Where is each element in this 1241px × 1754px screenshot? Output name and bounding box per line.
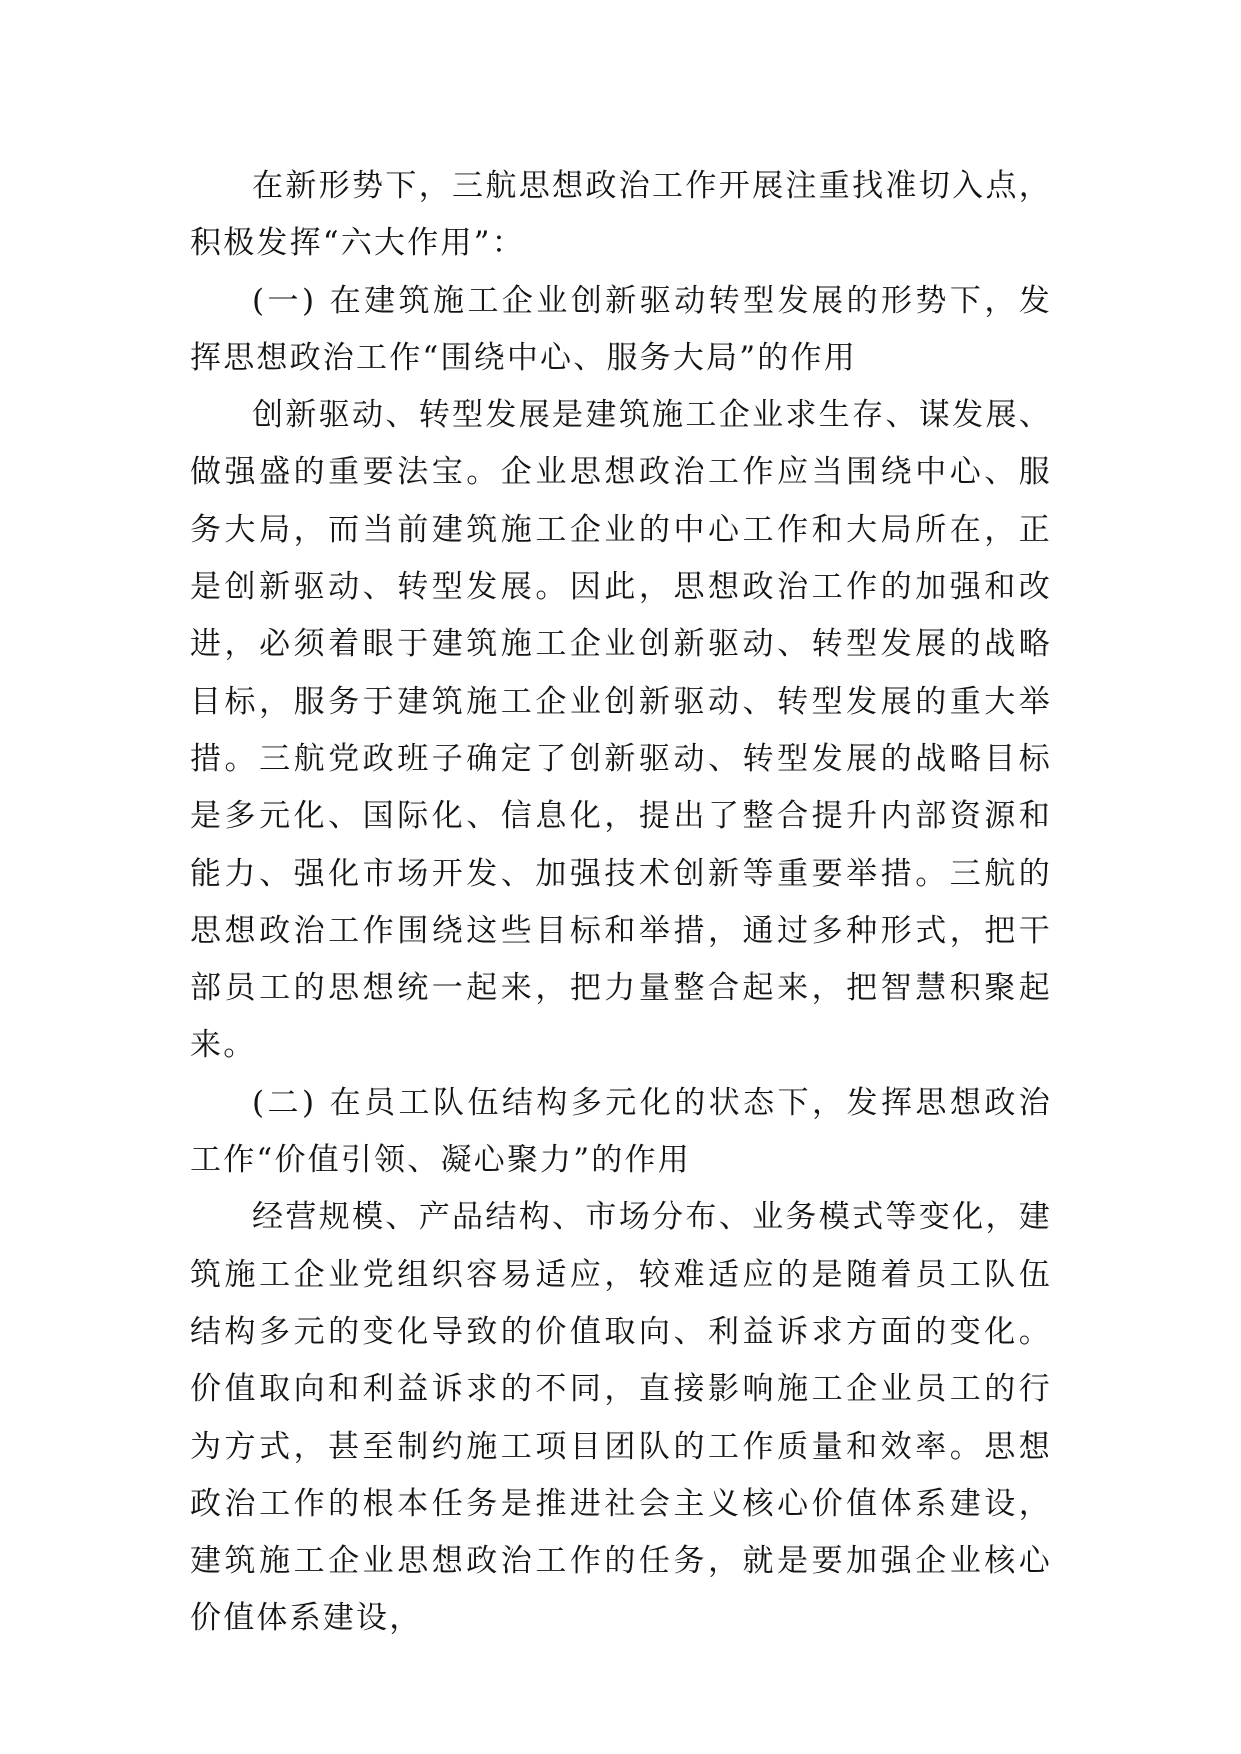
section-heading-1: (一) 在建筑施工企业创新驱动转型发展的形势下，发挥思想政治工作“围绕中心、服务大局”的作用 [190,282,1052,376]
section-heading-2: (二) 在员工队伍结构多元化的状态下，发挥思想政治工作“价值引领、凝心聚力”的作用 [190,1084,1052,1179]
document-body [190,158,1052,1648]
section-1-paragraph: 创新驱动、转型发展是建筑施工企业求生存、谋发展、做强盛的重要法宝。企业思想政治工作应当围绕中心、服务大局，而当前建筑施工企业的中心工作和大局所在，正是创新驱动、转型发展。因此，思想政治工作的加强和改进，必须着眼于建筑施工企业创新驱动、转型发展的战略目标，服务于建筑施工企业创新驱动、转型发展的重大举措。三航党政班子确定了创新驱动、转型发展的战略目标是多元化、国际化、信息化，提出了整合提升内部资源和能力、强化市场开发、加强技术创新等重要举措。三航的思想政治工作围绕这些目标和举措，通过多种形式，把干部员工的思想统一起来，把力量整合起来，把智慧积聚起来。 [190,397,1052,1064]
intro-paragraph: 在新形势下，三航思想政治工作开展注重找准切入点，积极发挥“六大作用”： [190,168,1052,262]
section-2-paragraph: 经营规模、产品结构、市场分布、业务模式等变化，建筑施工企业党组织容易适应，较难适应的是随着员工队伍结构多元的变化导致的价值取向、利益诉求方面的变化。价值取向和利益诉求的不同，直接影响施工企业员工的行为方式，甚至制约施工项目团队的工作质量和效率。思想政治工作的根本任务是推进社会主义核心价值体系建设，建筑施工企业思想政治工作的任务，就是要加强企业核心价值体系建设， [190,1199,1052,1637]
